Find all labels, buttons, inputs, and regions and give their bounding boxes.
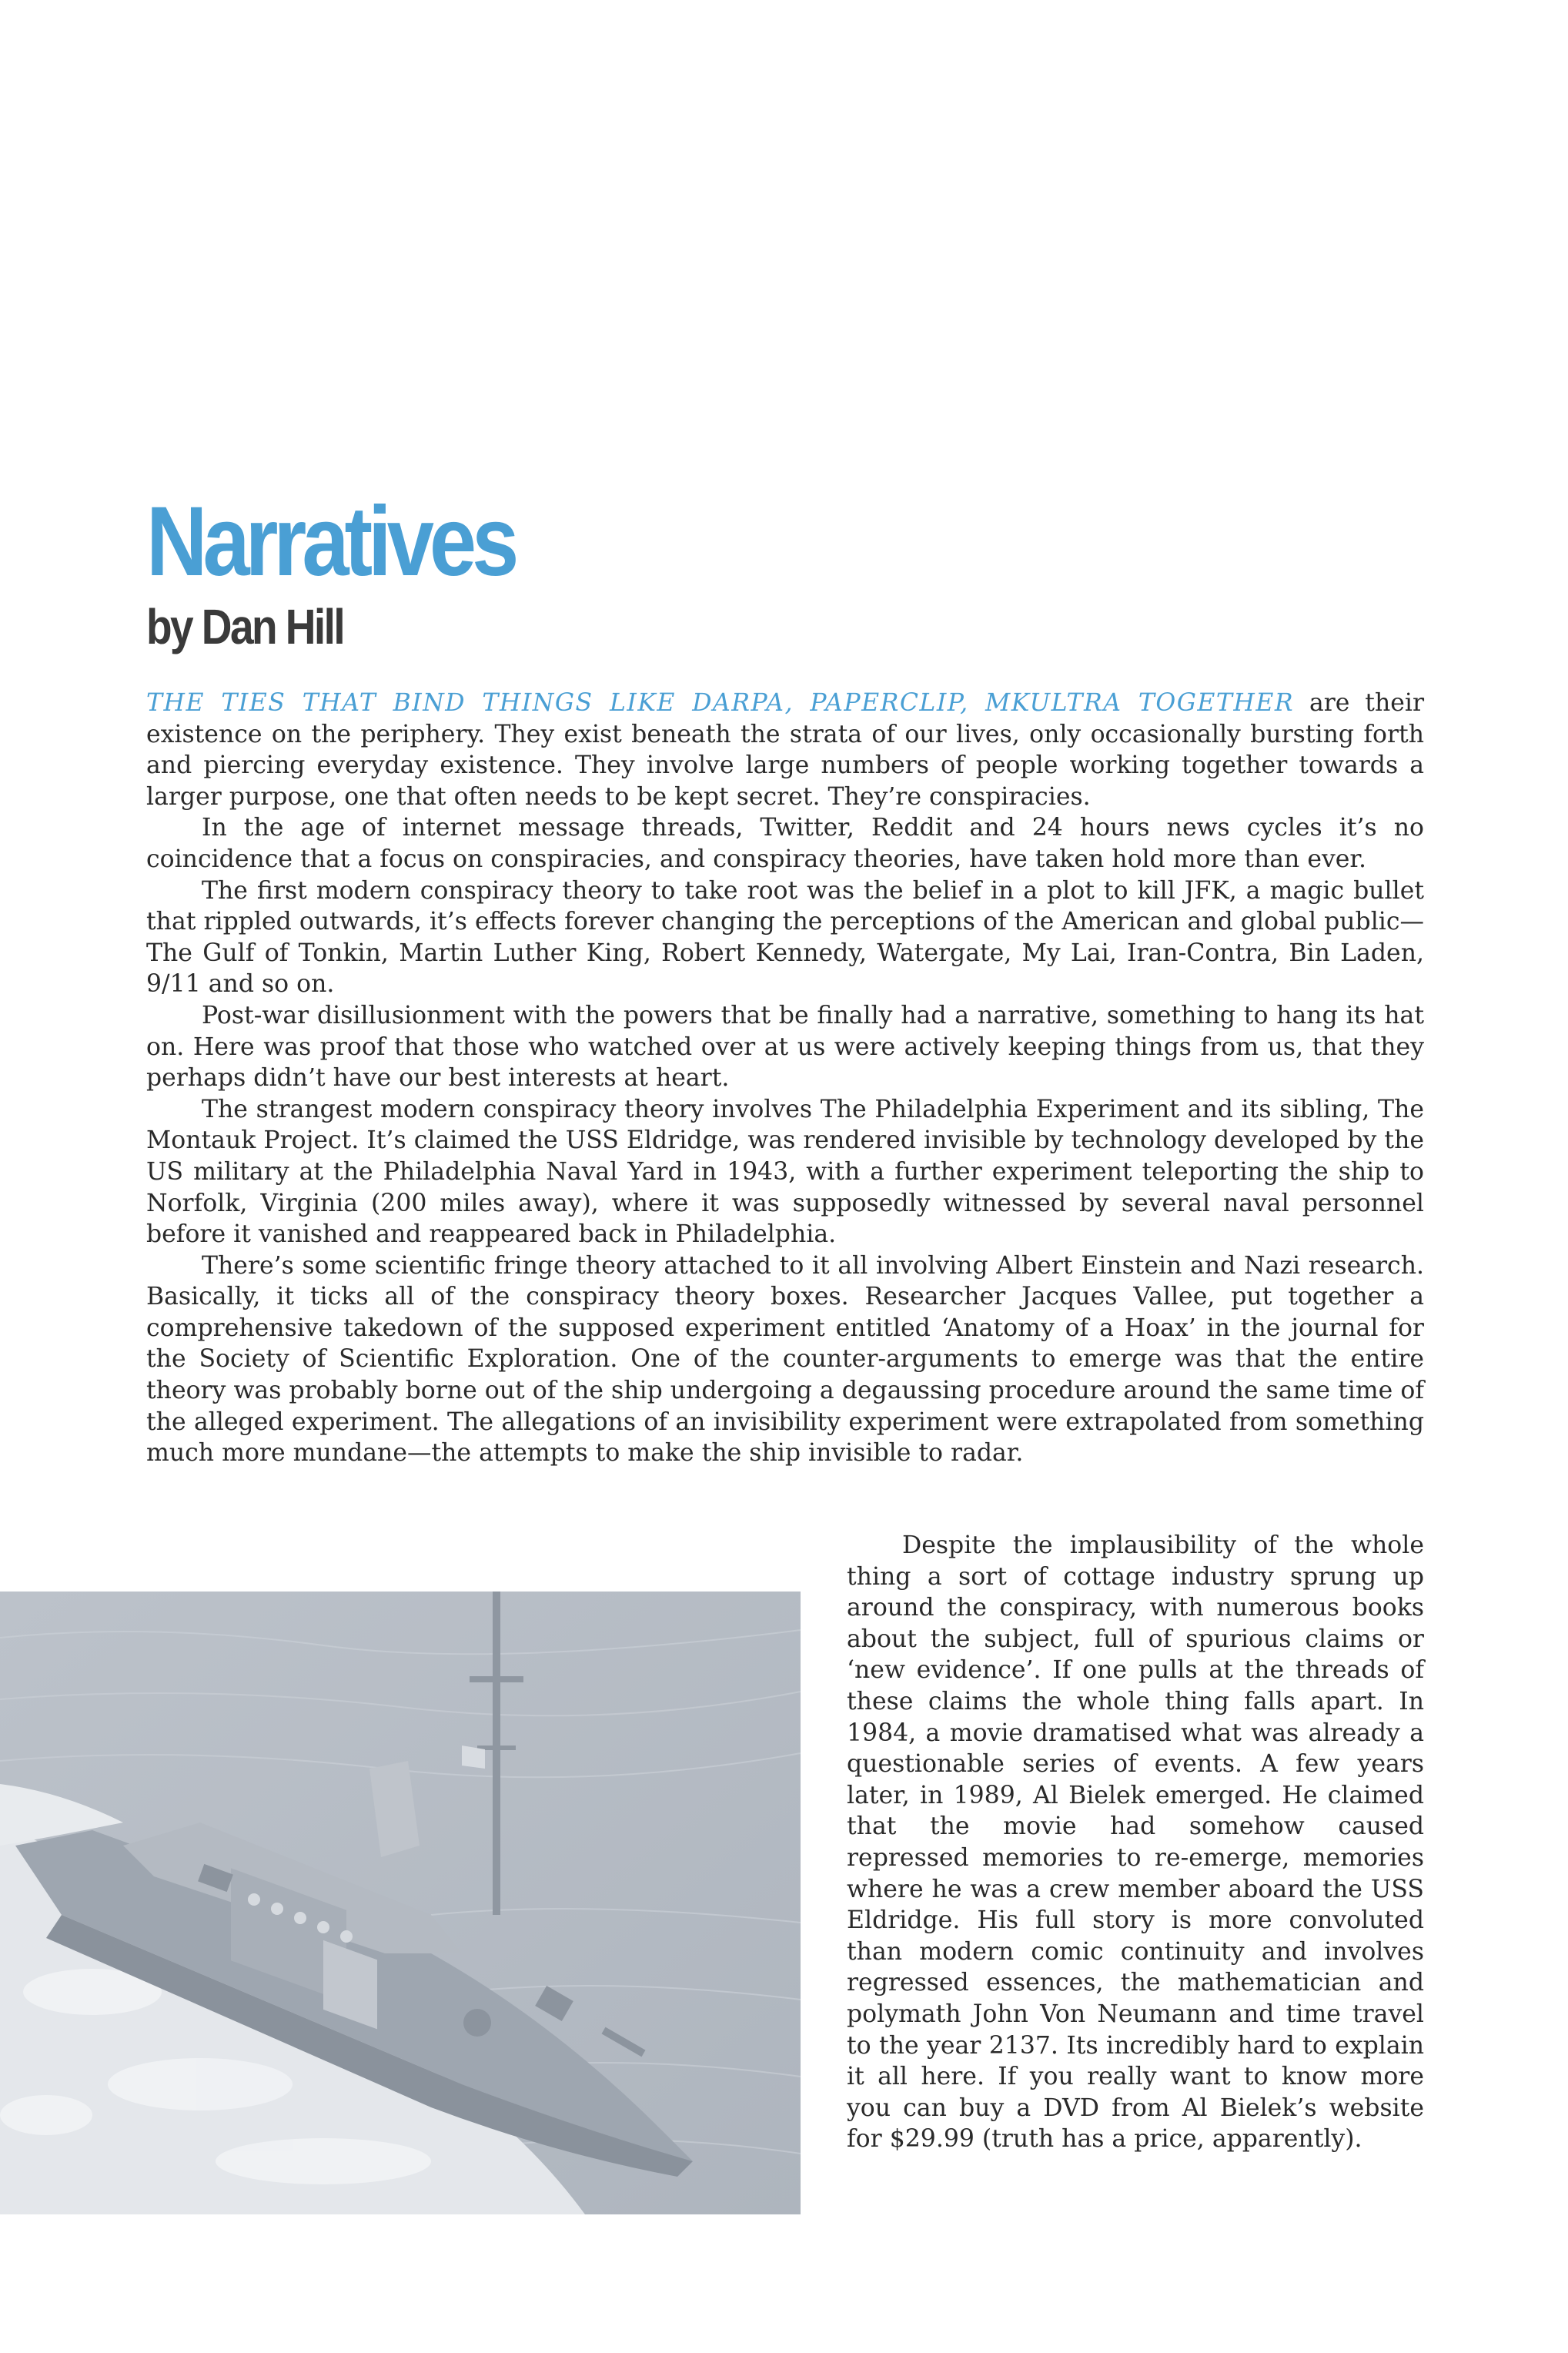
lead-in: THE TIES THAT BIND THINGS LIKE DARPA, PAPERCLIP, MKULTRA TOGETHER xyxy=(146,689,1295,717)
article-body-right-column xyxy=(847,1530,1424,2155)
paragraph-7: Despite the implausibility of the whole thing a sort of cottage industry sprung up around the conspiracy, with numerous books about the subject, full of spurious claims or ‘new evidence’. If one pulls at the threads of these claims the whole thing falls apart. In 1984, a movie dramatised what was already a questionable series of events. A few years later, in 1989, Al Bielek emerged. He claimed that the movie had somehow caused repressed memories to re-emerge, memories where he was a crew member aboard the USS Eldridge. His full story is more convoluted than modern comic continuity and involves regressed essences, the mathematician and polymath John Von Neumann and time travel to the year 2137. Its incredibly hard to explain it all here. If you really want to know more you can buy a DVD from Al Bielek’s website for $29.99 (truth has a price, apparently). xyxy=(847,1531,1424,2154)
paragraph-6: There’s some scientific fringe theory attached to it all involving Albert Einstein and Nazi research. Basically, it ticks all of the conspiracy theory boxes. Researcher Jacques Vallee, put together a comprehensive takedown of the supposed experiment entitled ‘Anatomy of a Hoax’ in the journal for the Society of Scientific Exploration. One of the counter-arguments to emerge was that the entire theory was probably borne out of the ship undergoing a degaussing procedure around the same time of the alleged experiment. The allegations of an invisibility experiment were extrapolated from something much more mundane—the attempts to make the ship invisible to radar. xyxy=(146,1251,1424,1468)
byline: by Dan Hill xyxy=(146,599,344,654)
article-title: Narratives xyxy=(146,487,515,597)
paragraph-3: The first modern conspiracy theory to take root was the belief in a plot to kill JFK, a magic bullet that rippled outwards, it’s effects forever changing the perceptions of the American and global public—The Gulf of Tonkin, Martin Luther King, Robert Kennedy, Watergate, My Lai, Iran-Contra, Bin Laden, 9/11 and so on. xyxy=(146,876,1424,999)
warship-photo-icon xyxy=(0,1592,801,2214)
paragraph-4: Post-war disillusionment with the powers that be finally had a narrative, something to hang its hat on. Here was proof that those who watched over at us were actively keeping things from us, that they perhaps didn’t have our best interests at heart. xyxy=(146,1001,1424,1093)
article-body xyxy=(146,688,1424,1469)
paragraph-2: In the age of internet message threads, Twitter, Reddit and 24 hours news cycles it’s no coincidence that a focus on conspiracies, and conspiracy theories, have taken hold more than ever. xyxy=(146,814,1424,873)
paragraph-1 xyxy=(146,688,1424,812)
paragraph-5: The strangest modern conspiracy theory involves The Philadelphia Experiment and its sibling, The Montauk Project. It’s claimed the USS Eldridge, was rendered invisible by technology developed by the US military at the Philadelphia Naval Yard in 1943, with a further experiment teleporting the ship to Norfolk, Virginia (200 miles away), where it was supposedly witnessed by several naval personnel before it vanished and reappeared back in Philadelphia. xyxy=(146,1095,1424,1249)
paragraph-1-text: are their existence on the periphery. They exist beneath the strata of our lives, only occasionally bursting forth and piercing everyday existence. They involve large numbers of people working together towards a larger purpose, one that often needs to be kept secret. They’re conspiracies. xyxy=(146,689,1424,811)
